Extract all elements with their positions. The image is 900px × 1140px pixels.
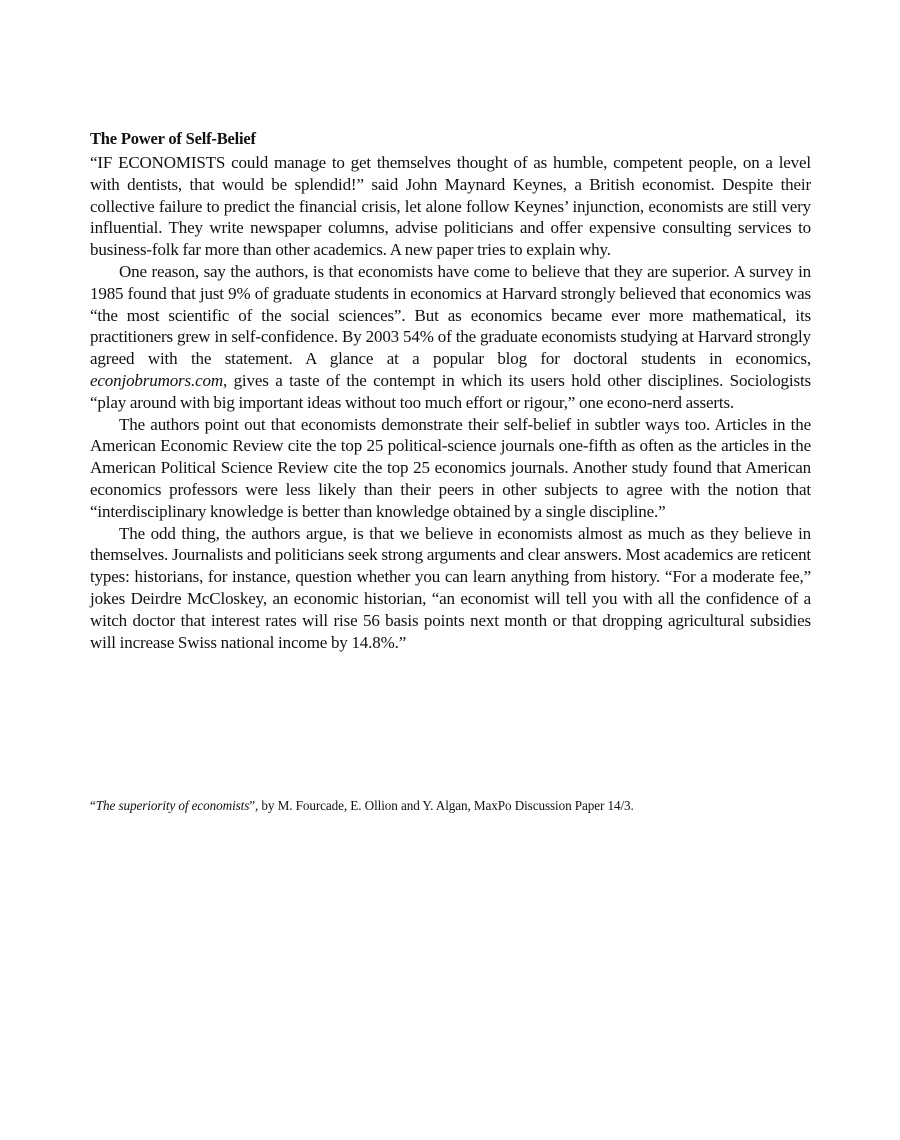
paragraph-3: The authors point out that economists demonstrate their self-belief in subtler ways too. Articles in the American Economic Review cite the top 25 political-science journals one-fifth as often as the articles in the American Political Science Review cite the top 25 economics journals. Another study found that American economics professors were less likely than their peers in other subjects to agree with the notion that “interdisciplinary knowledge is better than knowledge obtained by a single discipline.” — [90, 414, 811, 521]
paragraph-2 — [90, 261, 811, 414]
footnote-cited-title: The superiority of economists — [95, 798, 250, 813]
footnote-open-quote: “ — [90, 798, 96, 813]
paragraph-1: “IF ECONOMISTS could manage to get themselves thought of as humble, competent people, on a level with dentists, that would be splendid!” said John Maynard Keynes, a British economist. Despite their collective failure to predict the financial crisis, let alone follow Keynes’ injunction, economists are still very influential. They write newspaper columns, advise politicians and offer expensive consulting services to business-folk far more than other academics. A new paper tries to explain why. — [90, 153, 811, 260]
article — [90, 128, 811, 653]
paragraph-2-text-a: One reason, say the authors, is that economists have come to believe that they are superior. A survey in 1985 found that just 9% of graduate students in economics at Harvard strongly believed that economics was “the most scientific of the social sciences”. But as economics became ever more mathematical, its practitioners grew in self-confidence. By 2003 54% of the graduate economists studying at Harvard strongly agreed with the statement. A glance at a popular blog for doctoral students in economics, — [90, 261, 811, 369]
paragraph-2-text-b: , gives a taste of the contempt in which its users hold other disciplines. Sociologists “play around with big important ideas without too much effort or rigour,” one econo-nerd asserts. — [90, 370, 811, 412]
paragraph-4: The odd thing, the authors argue, is that we believe in economists almost as much as they believe in themselves. Journalists and politicians seek strong arguments and clear answers. Most academics are reticent types: historians, for instance, question whether you can learn anything from history. “For a moderate fee,” jokes Deirdre McCloskey, an economic historian, “an economist will tell you with all the confidence of a witch doctor that interest rates will rise 56 basis points next month or that dropping agricultural subsidies will increase Swiss national income by 14.8%.” — [90, 523, 811, 652]
article-title: The Power of Self-Belief — [90, 129, 256, 148]
footnote-details: ”, by M. Fourcade, E. Ollion and Y. Algan, MaxPo Discussion Paper 14/3. — [249, 798, 634, 813]
blog-reference: econjobrumors.com — [90, 370, 223, 390]
footnote-citation — [90, 797, 810, 815]
